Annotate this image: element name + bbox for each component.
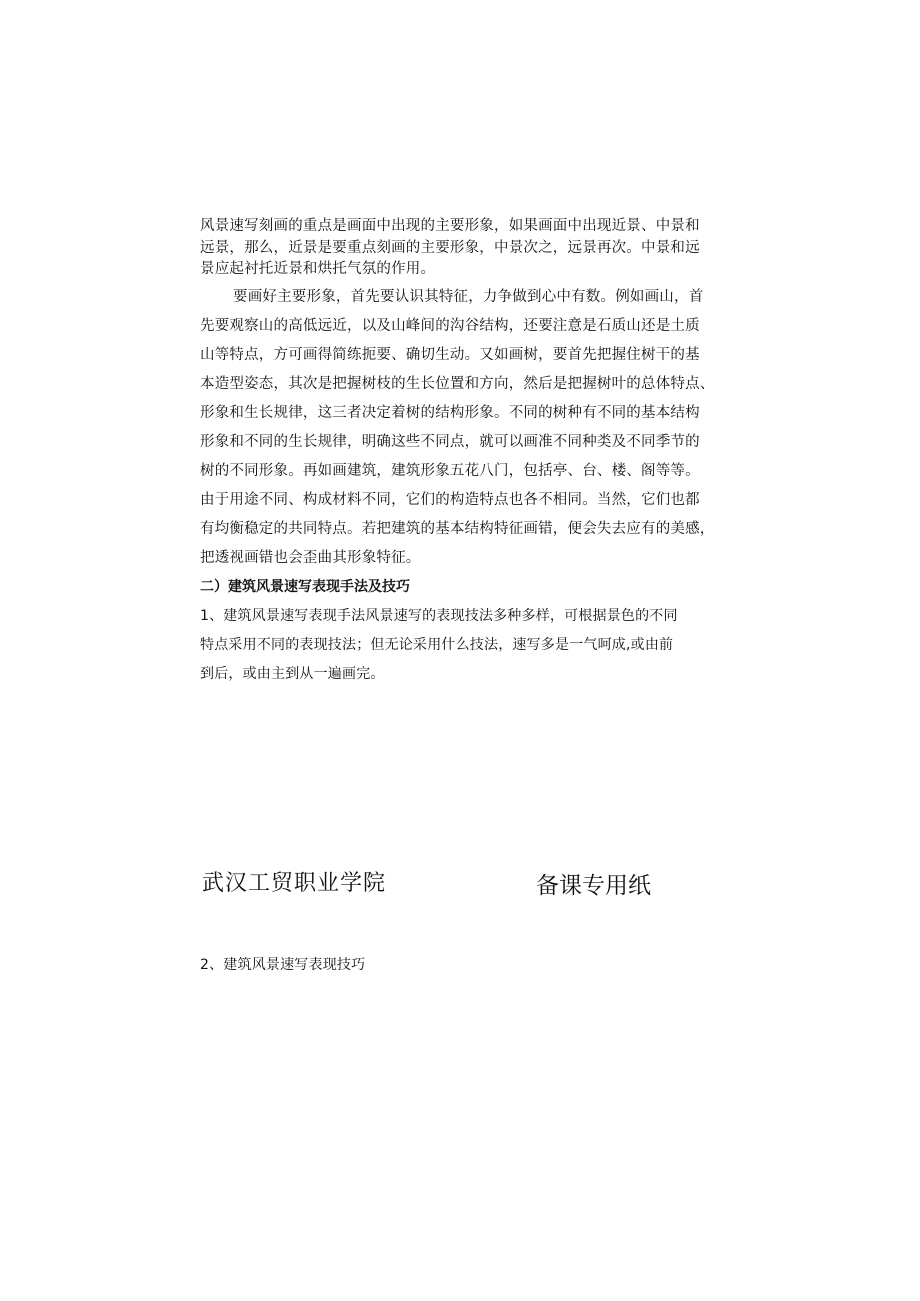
paragraph-2-line-1: 要画好主要形象，首先要认识其特征，力争做到心中有数。例如画山，首 [233, 289, 704, 305]
paragraph-2-line-6: 形象和不同的生长规律，明确这些不同点，就可以画准不同种类及不同季节的 [200, 434, 700, 450]
paragraph-1-line-3: 景应起衬托近景和烘托气氛的作用。 [200, 261, 436, 277]
paragraph-1-line-1: 风景速写刻画的重点是画面中出现的主要形象，如果画面中出现近景、中景和 [200, 218, 700, 234]
paragraph-3-line-3: 到后，或由主到从一遍画完。 [200, 666, 385, 682]
lesson-paper-header: 备课专用纸 [536, 873, 651, 899]
paragraph-2-line-8: 由于用途不同、构成材料不同，它们的构造特点也各不相同。当然，它们也都 [200, 492, 700, 508]
school-name-header: 武汉工贸职业学院 [202, 871, 387, 896]
paragraph-1-line-2: 远景，那么，近景是要重点刻画的主要形象，中景次之，远景再次。中景和远 [200, 240, 700, 256]
paragraph-2-line-3: 山等特点，方可画得简练扼要、确切生动。又如画树，要首先把握住树干的基 [200, 347, 700, 363]
paragraph-2-line-10: 把透视画错也会歪曲其形象特征。 [200, 550, 421, 566]
paragraph-2-line-2: 先要观察山的高低远近，以及山峰间的沟谷结构，还要注意是石质山还是土质 [200, 318, 700, 334]
paragraph-2-line-4: 本造型姿态，其次是把握树枝的生长位置和方向，然后是把握树叶的总体特点、 [200, 376, 715, 392]
section-heading: 二）建筑风景速写表现手法及技巧 [200, 579, 410, 595]
paragraph-2-line-5: 形象和生长规律，这三者决定着树的结构形象。不同的树种有不同的基本结构 [200, 405, 700, 421]
paragraph-3-line-1: 1、建筑风景速写表现手法风景速写的表现技法多种多样，可根据景色的不同 [200, 608, 678, 624]
item-2-heading: 2、建筑风景速写表现技巧 [200, 957, 366, 973]
paragraph-2-line-7: 树的不同形象。再如画建筑，建筑形象五花八门，包括亭、台、楼、阁等等。 [200, 463, 700, 479]
paragraph-3-line-2: 特点采用不同的表现技法；但无论采用什么技法，速写多是一气呵成,或由前 [200, 637, 674, 653]
paragraph-2-line-9: 有均衡稳定的共同特点。若把建筑的基本结构特征画错，便会失去应有的美感， [200, 521, 715, 537]
